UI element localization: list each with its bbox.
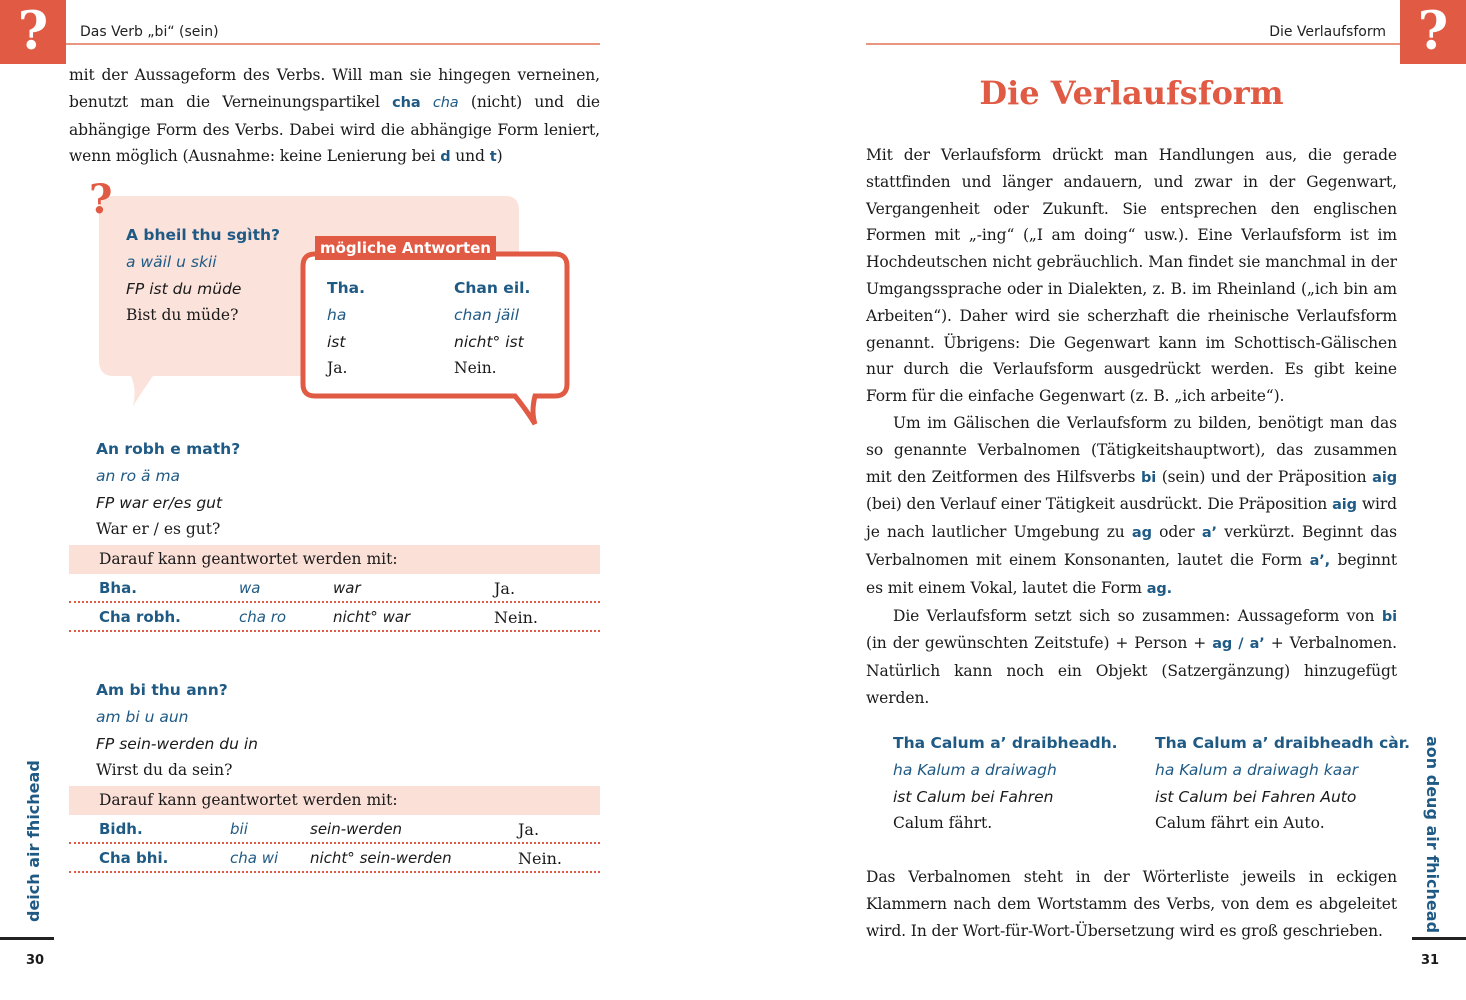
body-text [866,142,1397,712]
text-run: und [450,147,490,166]
german-cell: Nein. [518,849,562,868]
text-run: Um im Gälischen die Verlaufsform zu bilden, benötigt man das so genannte Verbalnomen (Tätigkeitshauptwort), das zusammen mit den Zeitformen des Hilfsverbs [866,413,1397,486]
german-translation: Nein. [454,359,497,378]
running-header: Das Verb „bi“ (sein) [80,24,219,40]
german-cell: Nein. [494,608,538,627]
gaelic-cell: Cha bhi. [99,849,169,867]
answer-no [454,275,530,382]
text-run: oder [1151,523,1202,542]
answer-table [69,786,600,873]
literal-cell: war [333,579,361,597]
pronunciation: ha Kalum a draiwagh kaar [1155,760,1359,779]
text-run: verkürzt. Beginnt das Verbalnomen mit einem Konsonanten, lautet die Form [866,523,1397,569]
gaelic-term: aig [1332,497,1357,514]
gaelic-term: bi [1381,608,1397,625]
pronunciation-cell: cha ro [239,608,287,626]
answer-table-header: Darauf kann geantwortet werden mit: [69,545,600,574]
text-run: ) [496,147,503,166]
german-translation: Calum fährt. [893,814,993,833]
german-translation: Wirst du da sein? [96,761,233,780]
text-run: Die Verlaufsform setzt sich so zusammen: Aussageform von [893,606,1382,625]
gaelic-term: ag [1131,525,1152,542]
pronunciation-cell: cha wi [230,849,279,867]
gaelic-text: Tha Calum a’ draibheadh. [893,734,1118,752]
paragraph [866,142,1397,410]
running-header: Die Verlaufsform [1269,24,1386,40]
pronunciation-cell: bii [230,820,248,838]
gaelic-term: ag. [1146,580,1173,597]
table-row [69,844,600,873]
pronunciation: ha Kalum a draiwagh [893,760,1057,779]
pronunciation: a wäil u skii [126,252,217,271]
german-translation: War er / es gut? [96,520,221,539]
text-run: wird je nach lautlicher Umgebung zu [866,495,1397,542]
german-cell: Ja. [494,579,516,598]
closing-paragraph [866,864,1397,944]
german-cell: Ja. [518,820,540,839]
gaelic-cell: Cha robh. [99,608,181,626]
example-sentence [1155,730,1410,837]
pronunciation: cha [432,94,459,111]
table-row [69,815,600,844]
literal-cell: nicht° war [333,608,411,626]
page-title: Die Verlaufsform [979,74,1284,112]
literal-translation: nicht° ist [454,332,524,351]
page-number-rule [1412,937,1466,940]
gaelic-text: An robh e math? [96,440,241,458]
example-question [96,677,258,784]
page-number-rule [0,937,54,940]
paragraph [866,603,1397,712]
gaelic-cell: Bha. [99,579,137,597]
pronunciation-cell: wa [239,579,261,597]
text-run: (in der gewünschten Zeitstufe) + Person + [866,634,1213,653]
gaelic-term: a’, [1309,552,1331,569]
gaelic-text: Chan eil. [454,279,531,297]
gaelic-text: Am bi thu ann? [96,681,228,699]
paragraph [866,410,1397,603]
gaelic-term: ag / a’ [1212,636,1265,653]
header-rule [866,43,1400,45]
intro-paragraph [69,62,600,171]
question-mark-icon: ? [0,0,66,64]
answer-yes [327,275,365,382]
gaelic-term: a’ [1201,525,1217,542]
pronunciation: ha [327,305,347,324]
text-run: Das Verbalnomen steht in der Wörterliste jeweils in eckigen Klammern nach dem Wortstamm des Verbs, von dem es abgeleitet wird. In der Wort-für-Wort-Übersetzung wird es groß geschrieben. [866,868,1397,940]
literal-translation: FP ist du müde [126,279,242,298]
gaelic-term: cha [392,94,421,111]
gaelic-term: bi [1140,469,1157,486]
text-run: (nicht) und die abhängige Form des Verbs. Dabei wird die abhängige Form leniert, wenn möglich (Ausnahme: keine Lenierung bei [69,92,600,166]
answer-table-header: Darauf kann geantwortet werden mit: [69,786,600,815]
german-translation: Ja. [327,359,348,378]
literal-translation: FP sein-werden du in [96,734,258,753]
german-translation: Calum fährt ein Auto. [1155,814,1325,833]
text-run: mit der Aussageform des Verbs. Will man sie hingegen verneinen, benutzt man die Verneinungspartikel [69,66,600,111]
header-rule [66,43,600,45]
gaelic-term: t [489,149,497,166]
side-page-label: aon deug air fhichead [1423,736,1442,934]
literal-cell: nicht° sein-werden [310,849,452,867]
literal-cell: sein-werden [310,820,403,838]
page-number: 31 [1421,953,1440,968]
table-row [69,603,600,632]
side-page-label: deich air fhichead [24,760,43,922]
literal-translation: FP war er/es gut [96,493,223,512]
gaelic-term: d [440,149,451,166]
page-number: 30 [26,953,45,968]
gaelic-term: aig [1372,469,1397,486]
text-run [421,93,433,111]
pronunciation: am bi u aun [96,707,189,726]
literal-translation: ist [327,332,346,351]
question-mark-icon: ? [89,176,113,223]
german-translation: Bist du müde? [126,306,239,325]
gaelic-cell: Bidh. [99,820,143,838]
gaelic-text: Tha Calum a’ draibheadh càr. [1155,734,1411,752]
gaelic-text: Tha. [327,279,365,297]
gaelic-text: A bheil thu sgìth? [126,226,281,244]
text-run: + Verbalnomen. Natürlich kann noch ein Objekt (Satzergänzung) hinzugefügt werden. [866,634,1397,707]
text-run: (sein) und der Präposition [1156,467,1373,486]
example-sentence [893,730,1118,837]
question-mark-icon: ? [1400,0,1466,64]
text-run: (bei) den Verlauf einer Tätigkeit ausdrückt. Die Präposition [866,495,1333,514]
example-question [96,436,240,543]
literal-translation: ist Calum bei Fahren [893,787,1054,806]
answers-title: mögliche Antworten [315,236,496,260]
table-row [69,574,600,603]
text-run: beginnt es mit einem Vokal, lautet die Form [866,550,1398,597]
pronunciation: chan jäil [454,305,520,324]
answer-table [69,545,600,632]
bubble-question [126,222,280,329]
text-run: Mit der Verlaufsform drückt man Handlungen aus, die gerade stattfinden und länger andauern, und zwar in der Gegenwart, Vergangenheit oder Zukunft. Sie entsprechen den englischen Formen mit „-ing“ („I am doing“ usw.). Eine Verlaufsform ist im Hochdeutschen nicht gebräuchlich. Man findet sie manchmal in der Umgangssprache oder in Dialekten, z. B. im Rheinland („ich bin am Arbeiten“). Daher wird sie scherzhaft die rheinische Verlaufsform genannt. Übrigens: Die Gegenwart kann im Schottisch-Gälischen nur durch die Verlaufsform ausgedrückt werden. Es gibt keine Form für die einfache Gegenwart (z. B. „ich arbeite“). [866,146,1397,406]
pronunciation: an ro ä ma [96,466,181,485]
literal-translation: ist Calum bei Fahren Auto [1155,787,1357,806]
